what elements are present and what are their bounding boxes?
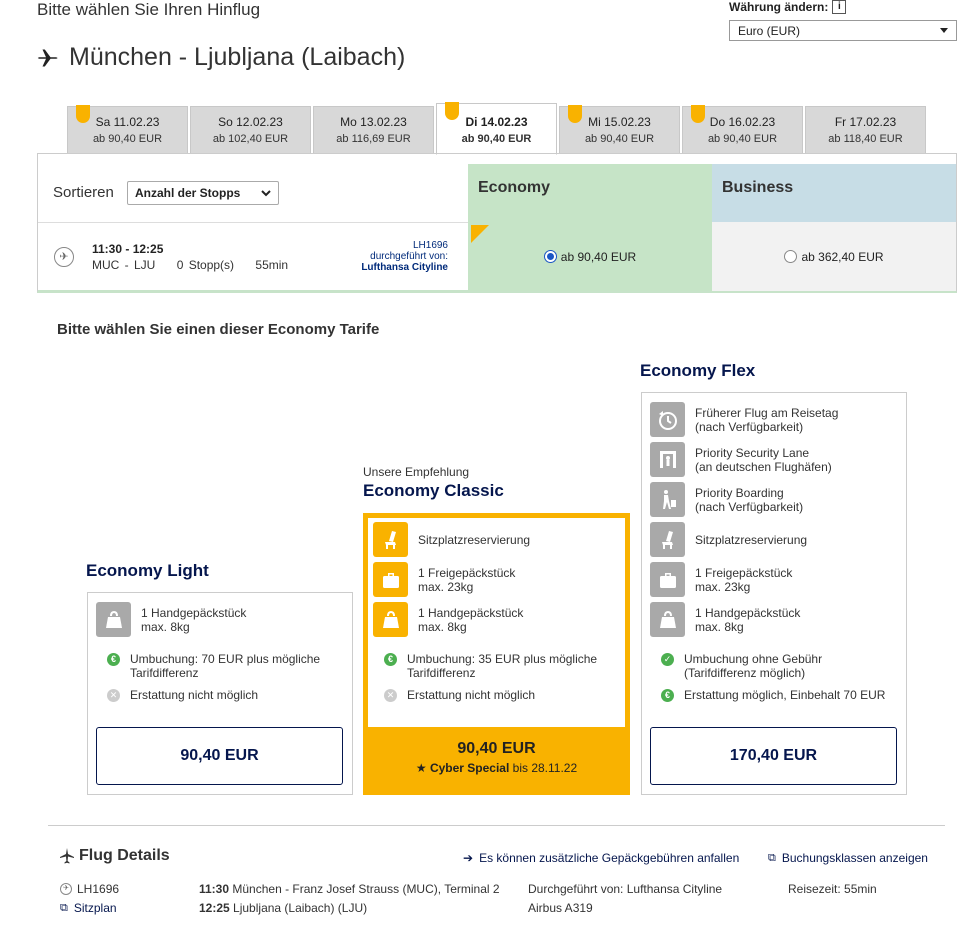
feature-text (418, 606, 523, 634)
feature-line2: (nach Verfügbarkeit) (695, 499, 804, 514)
flight-stops: 0 Stopp(s) (176, 258, 235, 272)
operated-by: Durchgeführt von: Lufthansa Cityline (528, 882, 723, 896)
departure-place: München - Franz Josef Strauss (MUC), Terminal 2 (232, 882, 500, 896)
feature-text (695, 566, 792, 594)
date-tab[interactable] (805, 106, 926, 154)
date-tab-date: Mi 15.02.23 (588, 115, 651, 129)
feature-row (650, 482, 803, 517)
arrival-line (199, 901, 367, 915)
feature-line2: (nach Verfügbarkeit) (695, 419, 804, 434)
currency-label-text: Währung ändern: (729, 0, 829, 14)
feature-text (418, 533, 530, 547)
date-tab-price: ab 116,69 EUR (336, 133, 411, 145)
economy-price: ab 90,40 EUR (560, 249, 637, 264)
chevron-down-icon (261, 189, 271, 197)
route-title (37, 43, 405, 72)
condition-line2: Tarifdifferenz (407, 666, 476, 680)
x-icon: ✕ (384, 689, 397, 702)
condition-text (684, 652, 822, 680)
seatmap-text: Sitzplan (73, 901, 117, 915)
classic-price: 90,40 EUR (457, 740, 536, 757)
lufthansa-logo-icon: ✈ (54, 247, 74, 267)
route-title-text: München - Ljubljana (Laibach) (69, 43, 406, 71)
feature-line1: 1 Handgepäckstück (418, 605, 524, 620)
condition-line1: Umbuchung: 35 EUR plus mögliche (407, 652, 598, 666)
date-tab-date: Fr 17.02.23 (834, 115, 897, 129)
feature-row (650, 442, 832, 477)
euro-icon: € (384, 653, 397, 666)
feature-row (650, 602, 800, 637)
feature-line1: 1 Handgepäckstück (695, 605, 801, 620)
arrival-place: Ljubljana (Laibach) (LJU) (233, 901, 368, 915)
date-tab-price: ab 102,40 EUR (212, 133, 289, 145)
info-icon[interactable]: i (832, 0, 846, 14)
feature-line2: max. 23kg (418, 579, 474, 594)
hand-luggage-icon (96, 602, 131, 637)
feature-text (141, 606, 246, 634)
flight-number-block (330, 240, 448, 273)
date-tab[interactable] (436, 103, 557, 155)
condition-line1: Erstattung nicht möglich (130, 688, 259, 702)
feature-line1: 1 Freigepäckstück (695, 565, 793, 580)
seat-icon (373, 522, 408, 557)
feature-line1: Früherer Flug am Reisetag (695, 405, 839, 420)
special-name: Cyber Special (429, 761, 510, 775)
page-subtitle: Bitte wählen Sie Ihren Hinflug (37, 0, 261, 19)
check-icon: ✓ (661, 653, 674, 666)
feature-row (96, 602, 246, 637)
condition-row (384, 688, 535, 702)
seatmap-link[interactable] (60, 901, 117, 915)
date-tab[interactable] (67, 106, 188, 154)
euro-icon: € (661, 689, 674, 702)
feature-line2: (an deutschen Flughäfen) (695, 459, 832, 474)
feature-text (695, 446, 832, 474)
date-tab-date: Mo 13.02.23 (340, 115, 407, 129)
flight-route-line (92, 258, 288, 272)
date-tab-price: ab 90,40 EUR (92, 133, 163, 145)
tariff-heading: Bitte wählen Sie einen dieser Economy Tarife (57, 321, 380, 338)
date-tab[interactable] (190, 106, 311, 154)
condition-line1: Umbuchung ohne Gebühr (684, 652, 823, 666)
condition-text (130, 652, 320, 680)
cyber-special-label (363, 761, 630, 775)
date-tab[interactable] (313, 106, 434, 154)
feature-text (695, 533, 807, 547)
baggage-fees-text: Es können zusätzliche Gepäckgebühren anfallen (479, 851, 740, 865)
condition-line1: Erstattung nicht möglich (407, 688, 536, 702)
best-price-marker-icon (76, 105, 90, 123)
seat-icon (650, 522, 685, 557)
departure-line (199, 882, 500, 896)
clock-icon (650, 402, 685, 437)
condition-row (107, 652, 320, 680)
departure-time: 11:30 (199, 882, 230, 896)
feature-line2: max. 8kg (141, 619, 190, 634)
booking-classes-link[interactable] (768, 851, 928, 865)
feature-line1: 1 Freigepäckstück (418, 565, 516, 580)
business-price: ab 362,40 EUR (801, 249, 884, 264)
suitcase-icon (373, 562, 408, 597)
arrival-time: 12:25 (199, 901, 230, 915)
feature-line2: max. 23kg (695, 579, 751, 594)
business-fare-cell[interactable] (712, 222, 956, 291)
condition-line2: (Tarifdifferenz möglich) (684, 666, 806, 680)
star-icon: ★ (415, 761, 427, 775)
date-tab-price: ab 118,40 EUR (828, 133, 903, 145)
currency-label (729, 0, 846, 14)
select-flex-button[interactable]: 170,40 EUR (650, 727, 897, 785)
best-price-marker-icon (691, 105, 705, 123)
flight-times: 11:30 - 12:25 (92, 242, 164, 256)
date-tab-price: ab 90,40 EUR (707, 133, 778, 145)
sort-label: Sortieren (53, 184, 114, 201)
sort-select[interactable] (127, 181, 279, 205)
suitcase-icon (650, 562, 685, 597)
feature-text (418, 566, 515, 594)
date-tab-date: Sa 11.02.23 (95, 115, 160, 129)
operated-label: durchgeführt von: (370, 251, 448, 262)
condition-row (107, 688, 258, 702)
feature-row (650, 522, 807, 557)
hand-luggage-icon (373, 602, 408, 637)
date-tab[interactable] (682, 106, 803, 154)
date-tab-price: ab 90,40 EUR (461, 133, 532, 145)
boarding-icon (650, 482, 685, 517)
flight-details-heading (60, 847, 170, 865)
feature-row (650, 402, 838, 437)
condition-text (130, 688, 258, 702)
recommendation-label: Unsere Empfehlung (363, 465, 470, 479)
flight-number[interactable]: LH1696 (412, 240, 448, 251)
condition-line1: Erstattung möglich, Einbehalt 70 EUR (684, 688, 886, 702)
select-light-button[interactable]: 90,40 EUR (96, 727, 343, 785)
condition-text (407, 688, 535, 702)
date-tab[interactable] (559, 106, 680, 154)
caret-down-icon (940, 28, 948, 33)
flight-duration: 55min (255, 258, 289, 272)
flight-route: MUC - LJU (92, 258, 156, 272)
booking-classes-text: Buchungsklassen anzeigen (781, 851, 928, 865)
plane-icon (37, 46, 61, 70)
flight-details-title: Flug Details (79, 847, 170, 864)
economy-fare-cell[interactable] (468, 222, 712, 291)
cheapest-flag-icon (471, 225, 489, 243)
detail-flight-number (60, 882, 119, 896)
date-tab-price: ab 90,40 EUR (584, 133, 655, 145)
external-window-icon: ⧉ (768, 851, 776, 864)
feature-row (650, 562, 792, 597)
feature-row (373, 522, 530, 557)
condition-row (384, 652, 597, 680)
feature-text (695, 606, 800, 634)
condition-text (407, 652, 597, 680)
baggage-fees-link[interactable] (463, 851, 739, 865)
security-lane-icon (650, 442, 685, 477)
economy-radio[interactable] (544, 250, 557, 263)
feature-text (695, 406, 838, 434)
aircraft-type: Airbus A319 (528, 901, 593, 915)
feature-line1: Priority Boarding (695, 485, 784, 500)
row-divider (38, 222, 468, 223)
fare-name-classic: Economy Classic (363, 481, 504, 500)
external-window-icon: ⧉ (60, 901, 68, 914)
hand-luggage-icon (650, 602, 685, 637)
feature-line2: max. 8kg (418, 619, 467, 634)
x-icon: ✕ (107, 689, 120, 702)
operator-name: Lufthansa Cityline (361, 262, 448, 273)
fare-name-light: Economy Light (86, 561, 209, 580)
sort-select-value: Anzahl der Stopps (135, 186, 241, 200)
feature-line1: Sitzplatzreservierung (695, 532, 808, 547)
detail-flight-no-text: LH1696 (77, 882, 120, 896)
feature-line1: Priority Security Lane (695, 445, 810, 460)
best-price-marker-icon (445, 102, 459, 120)
date-tab-date: Di 14.02.23 (465, 115, 528, 129)
feature-line1: Sitzplatzreservierung (418, 532, 531, 547)
condition-row (661, 688, 885, 702)
best-price-marker-icon (568, 105, 582, 123)
feature-row (373, 602, 523, 637)
details-divider (48, 825, 945, 826)
economy-header: Economy (468, 164, 712, 222)
feature-line2: max. 8kg (695, 619, 744, 634)
travel-time: Reisezeit: 55min (788, 882, 877, 896)
condition-line1: Umbuchung: 70 EUR plus mögliche (130, 652, 321, 666)
condition-text (684, 688, 885, 702)
feature-line1: 1 Handgepäckstück (141, 605, 247, 620)
currency-select-value: Euro (EUR) (738, 23, 801, 38)
fare-name-flex: Economy Flex (640, 361, 756, 380)
feature-row (373, 562, 515, 597)
lufthansa-logo-icon: ✈ (60, 883, 72, 895)
business-header: Business (712, 164, 956, 222)
feature-text (695, 486, 803, 514)
special-until: bis 28.11.22 (512, 761, 578, 775)
select-classic-button[interactable] (363, 740, 630, 775)
condition-line2: Tarifdifferenz (130, 666, 199, 680)
business-radio[interactable] (784, 250, 797, 263)
currency-select[interactable] (729, 20, 957, 41)
condition-row (661, 652, 822, 680)
date-tab-date: Do 16.02.23 (709, 115, 776, 129)
date-tab-date: So 12.02.23 (218, 115, 283, 129)
plane-icon (60, 848, 74, 864)
euro-icon: € (107, 653, 120, 666)
arrow-right-icon: ➔ (463, 851, 474, 865)
